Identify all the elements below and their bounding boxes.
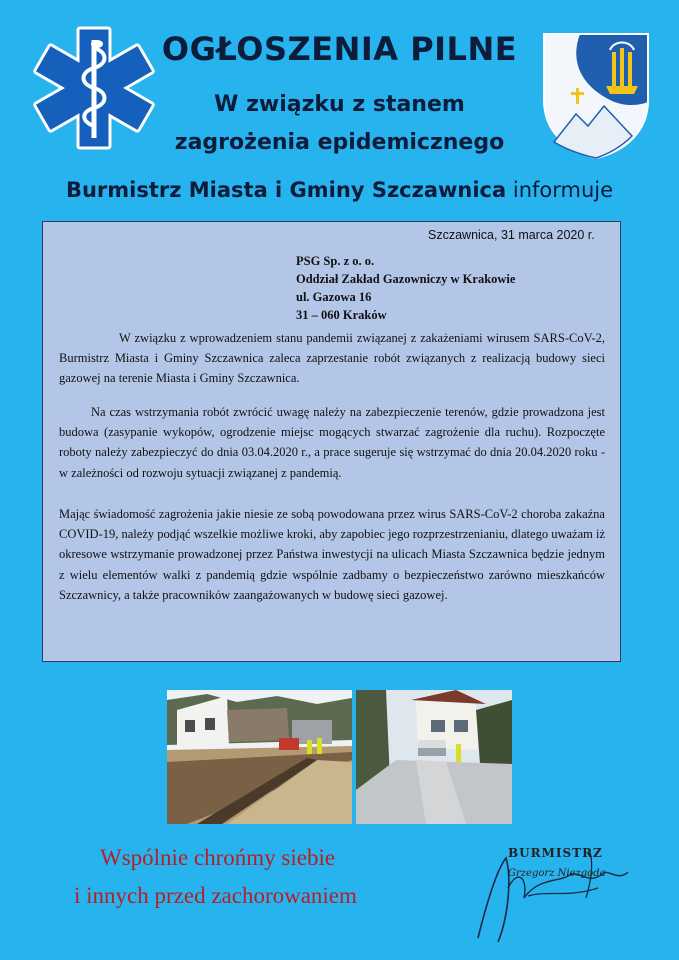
road-photo xyxy=(356,690,512,824)
letter-paragraph: W związku z wprowadzeniem stanu pandemii związanej z zakażeniami wirusem SARS-CoV-2, Burmistrz Miasta i Gminy Szczawnica zaleca zaprzestanie robót związanych z realizacją budowy sieci gazowej na terenie Miasta i Gminy Szczawnica. xyxy=(59,331,605,386)
recipient-branch: Oddział Zakład Gazowniczy w Krakowie xyxy=(296,272,516,286)
slogan-line-1: Wspólnie chrońmy siebie xyxy=(100,845,336,870)
letter-box xyxy=(42,221,621,662)
signature-name: Grzegorz Niezgoda xyxy=(508,868,606,879)
recipient-city: 31 – 060 Kraków xyxy=(296,308,387,322)
letter-paragraph: Mając świadomość zagrożenia jakie niesie ze sobą powodowana przez wirus SARS-CoV-2 choroba zakaźna COVID-19, należy podjąć wszelkie możliwe kroki, aby zapobiec jego rozprzestrzenianiu, dlatego uważam iż okresowe wstrzymanie prowadzonej przez Państwa inwestycji na ulicach Miasta Szczawnica będzie jednym z wielu elementów walki z pandemią gdzie wspólnie zadbamy o bezpieczeństwo zarówno mieszkańców Szczawnicy, a także pracowników zaangażowanych w budowę sieci gazowej. xyxy=(59,507,605,602)
page-title: OGŁOSZENIA PILNE xyxy=(161,30,518,68)
coat-of-arms-icon xyxy=(540,30,652,160)
letter-date: Szczawnica, 31 marca 2020 r. xyxy=(428,228,595,242)
issuer-verb: informuje xyxy=(512,178,614,202)
recipient-address xyxy=(296,252,515,324)
issuer-line xyxy=(0,178,679,202)
recipient-company: PSG Sp. z o. o. xyxy=(296,254,375,268)
trench-photo xyxy=(167,690,352,824)
issuer-name: Burmistrz Miasta i Gminy Szczawnica xyxy=(65,178,507,202)
subtitle-line-2: zagrożenia epidemicznego xyxy=(174,130,505,155)
recipient-street: ul. Gazowa 16 xyxy=(296,290,372,304)
slogan-line-2: i innych przed zachorowaniem xyxy=(74,883,357,908)
letter-paragraph: Na czas wstrzymania robót zwrócić uwagę należy na zabezpieczenie terenów, gdzie prowadzona jest budowa (zasypanie wykopów, ogrodzenie miejsc mogących stwarzać zagrożenie dla ruchu). Rozpoczęte roboty należy zabezpieczyć do dnia 03.04.2020 r., a prace sugeruje się wstrzymać do dnia 20.04.2020 roku - w zależności od rozwoju sytuacji związanej z pandemią. xyxy=(59,405,605,480)
subtitle-line-1: W związku z stanem xyxy=(214,92,465,117)
signature-title: BURMISTRZ xyxy=(508,846,603,860)
